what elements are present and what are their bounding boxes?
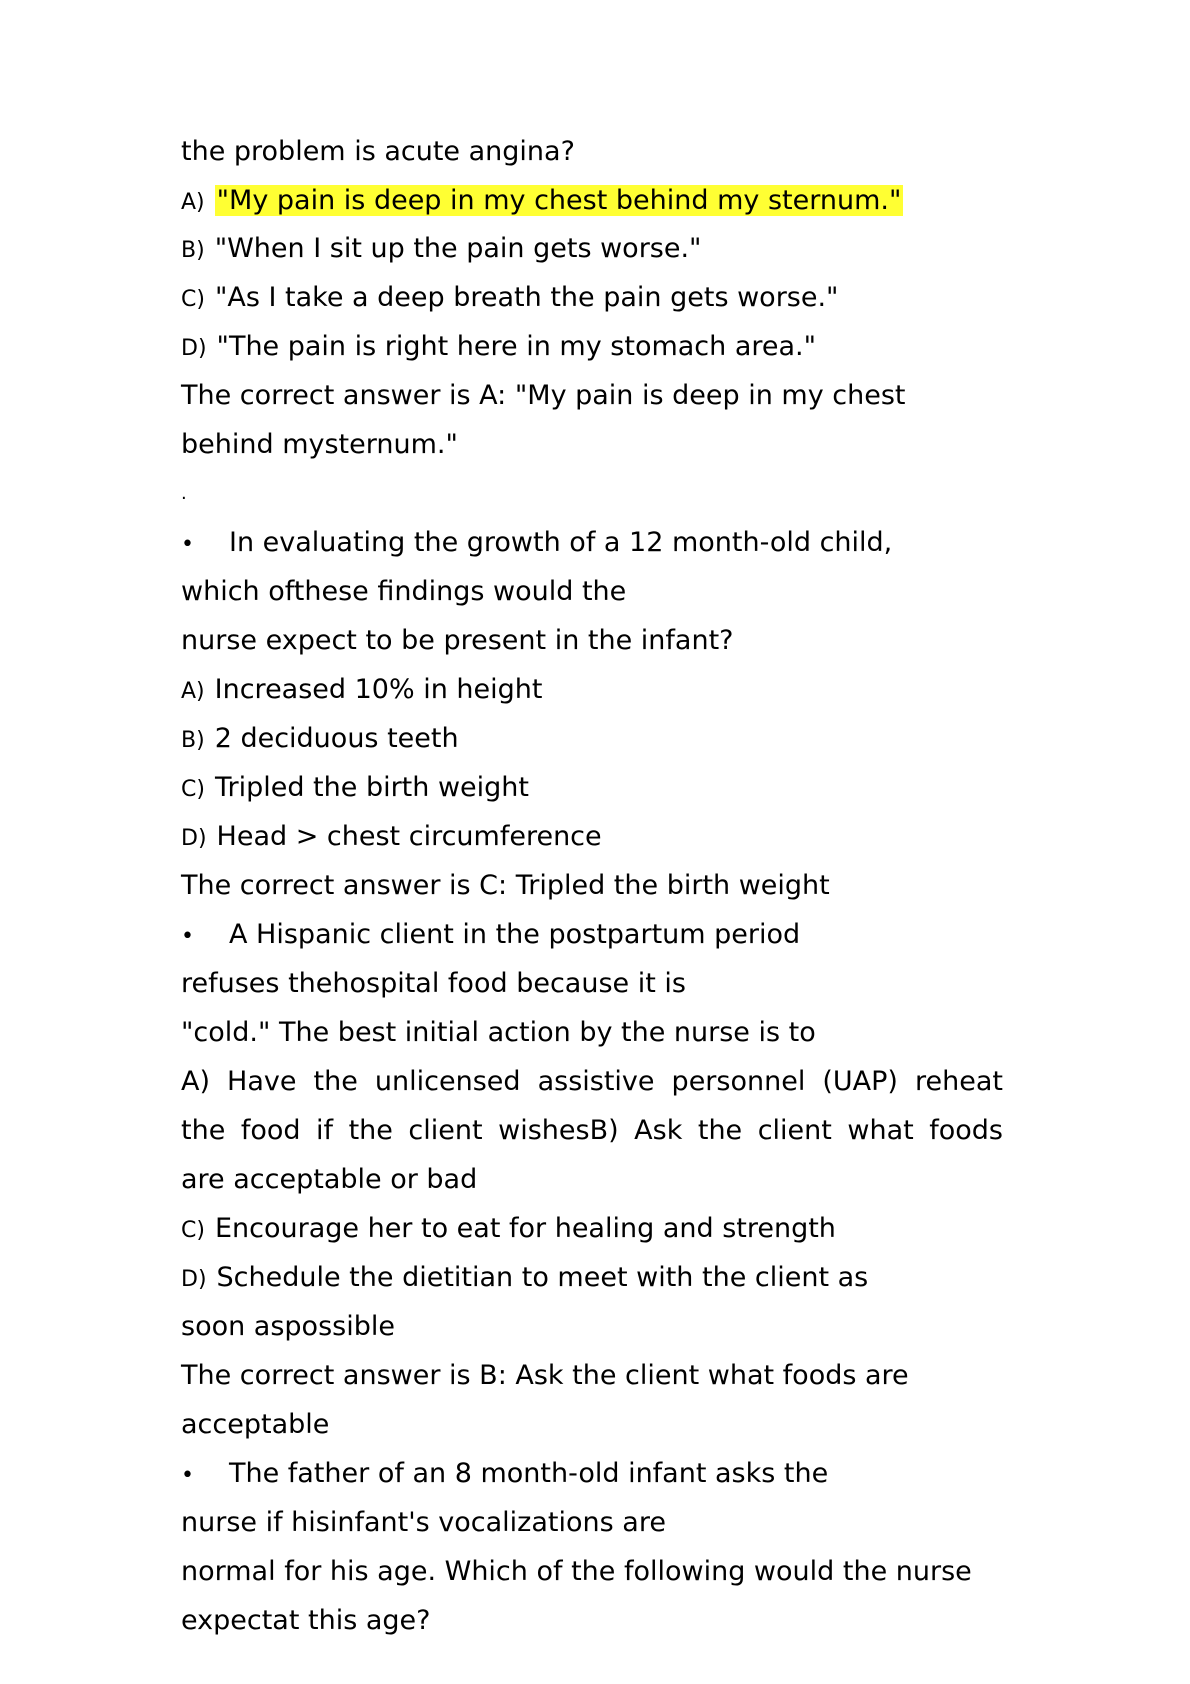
q2-option-c: [181, 771, 529, 807]
stem-text: The father of an 8 month-old infant asks the: [229, 1458, 829, 1489]
q3-stem-line-1: [181, 918, 800, 954]
q3-stem-line-3: "cold." The best initial action by the nurse is to: [181, 1017, 816, 1048]
option-label: C): [181, 287, 205, 312]
q1-stem-end: the problem is acute angina?: [181, 136, 575, 167]
option-text: Encourage her to eat for healing and strength: [214, 1213, 836, 1244]
option-label: D): [181, 826, 207, 851]
q4-stem-line-4: expectat this age?: [181, 1605, 431, 1636]
q3-merged-line-2: the food if the client wishesB) Ask the client what foods: [181, 1115, 1003, 1146]
separator-dot: .: [181, 483, 187, 504]
option-text: Head > chest circumference: [216, 821, 602, 852]
option-label: D): [181, 1267, 207, 1292]
q4-stem-line-2: nurse if hisinfant's vocalizations are: [181, 1507, 666, 1538]
option-text: Schedule the dietitian to meet with the client as: [216, 1262, 869, 1293]
q3-option-c: [181, 1212, 836, 1248]
q2-answer: The correct answer is C: Tripled the birth weight: [181, 870, 830, 901]
option-label: C): [181, 777, 205, 802]
q2-stem-line-2: which ofthese findings would the: [181, 576, 627, 607]
option-text: "When I sit up the pain gets worse.": [214, 233, 702, 264]
option-text: 2 deciduous teeth: [214, 723, 459, 754]
option-label: D): [181, 336, 207, 361]
bullet: •: [181, 1463, 194, 1488]
option-label: A): [181, 190, 205, 215]
option-text: Tripled the birth weight: [214, 772, 529, 803]
q3-option-d-continued: soon aspossible: [181, 1311, 395, 1342]
q1-option-c: [181, 281, 838, 317]
q3-merged-line-3: are acceptable or bad: [181, 1164, 478, 1195]
q1-option-a: [181, 184, 903, 220]
option-text: Increased 10% in height: [214, 674, 543, 705]
option-label: B): [181, 238, 205, 263]
q2-stem-line-3: nurse expect to be present in the infant?: [181, 625, 734, 656]
q2-option-b: [181, 722, 459, 758]
q2-option-d: [181, 820, 602, 856]
bullet: •: [181, 532, 194, 557]
q1-option-d: [181, 330, 816, 366]
q2-option-a: [181, 673, 542, 709]
q3-merged-line-1: A) Have the unlicensed assistive personnel (UAP) reheat: [181, 1066, 1003, 1097]
q1-answer-line-2: behind mysternum.": [181, 429, 458, 460]
q2-stem-line-1: [181, 526, 892, 562]
bullet: •: [181, 924, 194, 949]
q4-stem-line-3: normal for his age. Which of the following would the nurse: [181, 1556, 972, 1587]
option-text: "The pain is right here in my stomach area.": [216, 331, 817, 362]
q1-answer-line-1: The correct answer is A: "My pain is deep in my chest: [181, 380, 906, 411]
option-text: "As I take a deep breath the pain gets worse.": [214, 282, 839, 313]
q3-answer-line-1: The correct answer is B: Ask the client what foods are: [181, 1360, 909, 1391]
q4-stem-line-1: [181, 1457, 828, 1493]
stem-text: A Hispanic client in the postpartum period: [229, 919, 801, 950]
option-label: A): [181, 679, 205, 704]
option-label: B): [181, 728, 205, 753]
q3-stem-line-2: refuses thehospital food because it is: [181, 968, 686, 999]
option-label: C): [181, 1218, 205, 1243]
stem-text: In evaluating the growth of a 12 month-old child,: [229, 527, 893, 558]
q3-option-d: [181, 1261, 868, 1297]
q1-option-b: [181, 232, 701, 268]
highlighted-answer: "My pain is deep in my chest behind my sternum.": [216, 185, 902, 216]
q3-answer-line-2: acceptable: [181, 1409, 330, 1440]
